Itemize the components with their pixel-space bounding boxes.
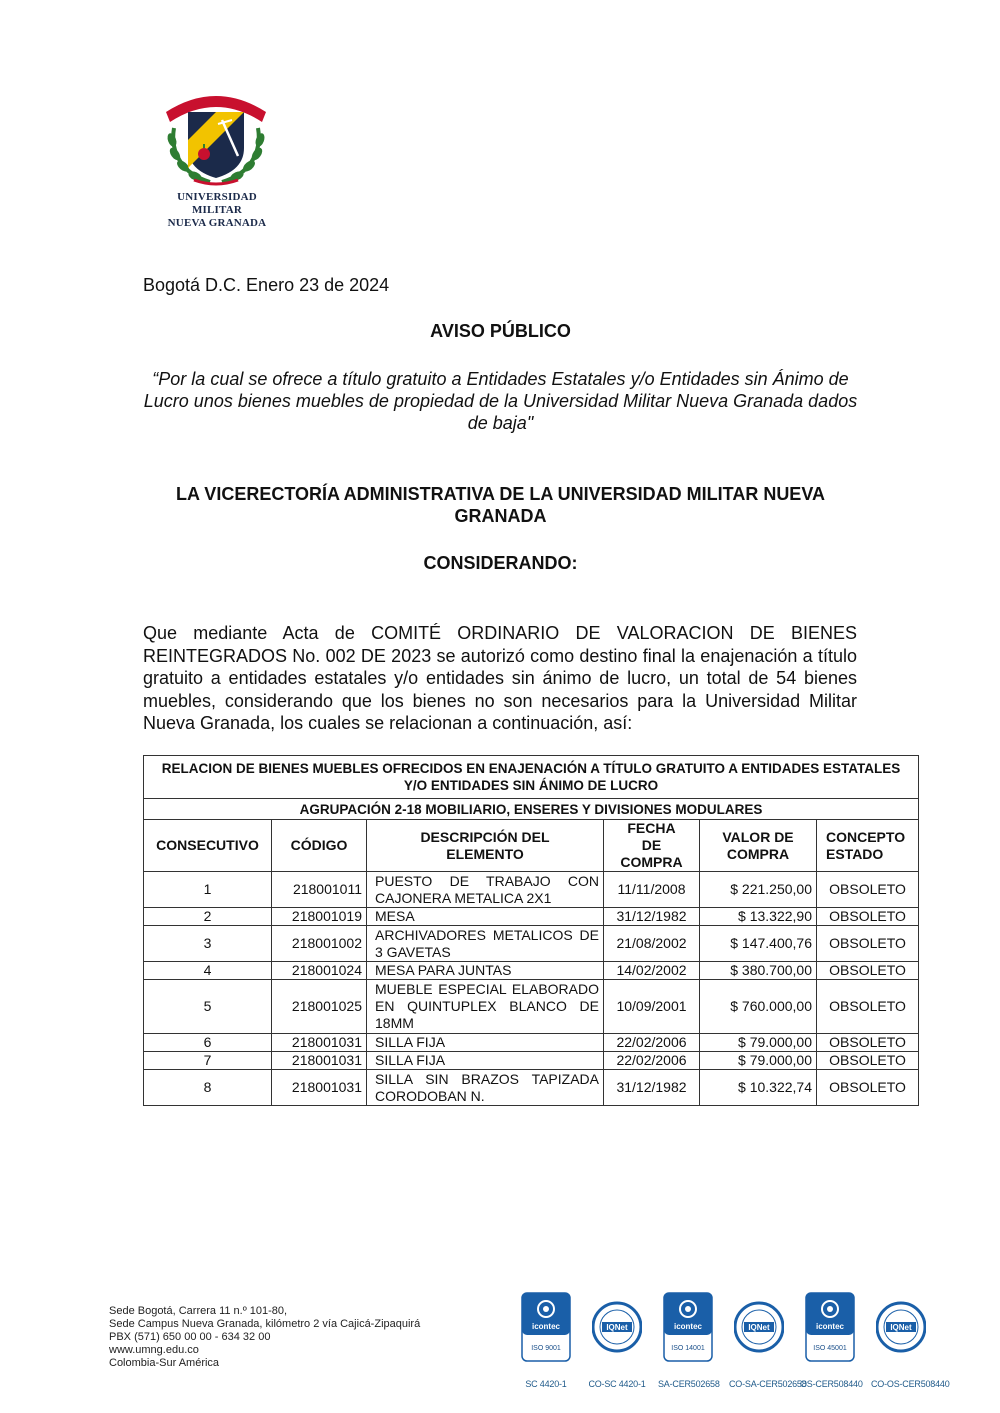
certification-badge	[658, 1292, 720, 1389]
iqnet-badge-icon	[592, 1292, 642, 1362]
icontec-badge-icon	[805, 1292, 855, 1362]
cert-code: OS-CER508440	[800, 1379, 863, 1389]
cell-status: OBSOLETO	[817, 872, 919, 908]
cell-purchase-value: $ 760.000,00	[700, 980, 817, 1034]
cell-description: SILLA FIJA	[367, 1052, 604, 1070]
table-body	[144, 872, 919, 1106]
table-row	[144, 908, 919, 926]
cell-purchase-value: $ 13.322,90	[700, 908, 817, 926]
cell-purchase-value: $ 79.000,00	[700, 1052, 817, 1070]
certification-badge	[516, 1292, 576, 1389]
cell-consecutive: 8	[144, 1070, 272, 1106]
footer-address	[109, 1305, 420, 1370]
iqnet-badge-icon	[734, 1292, 784, 1362]
document-title: AVISO PÚBLICO	[430, 321, 571, 341]
cell-consecutive: 6	[144, 1034, 272, 1052]
cert-code: SA-CER502658	[658, 1379, 720, 1389]
cell-status: OBSOLETO	[817, 926, 919, 962]
university-name-line1: UNIVERSIDAD MILITAR	[177, 191, 257, 216]
table-row	[144, 926, 919, 962]
cell-description: MESA PARA JUNTAS	[367, 962, 604, 980]
cert-code: CO-OS-CER508440	[871, 1379, 950, 1389]
cell-description: PUESTO DE TRABAJO CON CAJONERA METALICA 2X1	[367, 872, 604, 908]
icontec-wordmark: icontec	[673, 1322, 703, 1331]
cell-purchase-value: $ 147.400,76	[700, 926, 817, 962]
header-purchase-date: FECHA DE COMPRA	[604, 820, 700, 872]
certification-badge	[800, 1292, 863, 1389]
iqnet-wordmark: IQNet	[606, 1323, 628, 1332]
certification-badge	[587, 1292, 647, 1389]
cell-status: OBSOLETO	[817, 1070, 919, 1106]
cell-code: 218001019	[272, 908, 367, 926]
icontec-badge-icon	[521, 1292, 571, 1362]
cell-purchase-value: $ 10.322,74	[700, 1070, 817, 1106]
cell-consecutive: 2	[144, 908, 272, 926]
cell-purchase-value: $ 221.250,00	[700, 872, 817, 908]
issuing-office: LA VICERECTORÍA ADMINISTRATIVA DE LA UNIVERSIDAD MILITAR NUEVA GRANADA	[175, 484, 825, 526]
cell-purchase-value: $ 79.000,00	[700, 1034, 817, 1052]
document-date: Bogotá D.C. Enero 23 de 2024	[143, 275, 390, 295]
cell-code: 218001011	[272, 872, 367, 908]
cell-status: OBSOLETO	[817, 980, 919, 1034]
table-row	[144, 1070, 919, 1106]
cell-code: 218001031	[272, 1034, 367, 1052]
table-header-row	[144, 820, 919, 872]
footer-line: Colombia-Sur América	[109, 1357, 220, 1369]
icontec-wordmark: icontec	[531, 1322, 561, 1331]
cell-code: 218001002	[272, 926, 367, 962]
cell-consecutive: 3	[144, 926, 272, 962]
crest-emblem-icon	[160, 82, 272, 192]
header-consecutive: CONSECUTIVO	[144, 820, 272, 872]
cell-purchase-date: 31/12/1982	[604, 1070, 700, 1106]
cert-code: SC 4420-1	[525, 1379, 567, 1389]
cell-consecutive: 1	[144, 872, 272, 908]
cell-status: OBSOLETO	[817, 1034, 919, 1052]
table-row	[144, 962, 919, 980]
assets-table	[143, 755, 919, 1106]
cell-status: OBSOLETO	[817, 1052, 919, 1070]
cert-standard: ISO 14001	[671, 1345, 705, 1352]
header-purchase-value: VALOR DE COMPRA	[700, 820, 817, 872]
table-row	[144, 1034, 919, 1052]
iqnet-wordmark: IQNet	[890, 1323, 912, 1332]
footer-line: Sede Campus Nueva Granada, kilómetro 2 vía Cajicá-Zipaquirá	[109, 1318, 421, 1330]
cell-consecutive: 5	[144, 980, 272, 1034]
cell-description: SILLA FIJA	[367, 1034, 604, 1052]
footer-line: Sede Bogotá, Carrera 11 n.º 101-80,	[109, 1305, 288, 1317]
iqnet-badge-icon	[876, 1292, 926, 1362]
cell-description: ARCHIVADORES METALICOS DE 3 GAVETAS	[367, 926, 604, 962]
document-subtitle: “Por la cual se ofrece a título gratuito a Entidades Estatales y/o Entidades sin Ánimo de Lucro unos bienes muebles de propiedad de la Universidad Militar Nueva Granada dados de baja"	[143, 369, 858, 433]
cell-description: SILLA SIN BRAZOS TAPIZADA CORODOBAN N.	[367, 1070, 604, 1106]
cell-description: MESA	[367, 908, 604, 926]
iqnet-wordmark: IQNet	[748, 1323, 770, 1332]
certification-badges	[516, 1292, 950, 1392]
cert-standard: ISO 45001	[813, 1345, 847, 1352]
cell-consecutive: 7	[144, 1052, 272, 1070]
cert-code: CO-SC 4420-1	[588, 1379, 646, 1389]
cell-description: MUEBLE ESPECIAL ELABORADO EN QUINTUPLEX BLANCO DE 18MM	[367, 980, 604, 1034]
icontec-badge-icon	[663, 1292, 713, 1362]
header-code: CÓDIGO	[272, 820, 367, 872]
university-name	[162, 191, 272, 230]
footer-line: PBX (571) 650 00 00 - 634 32 00	[109, 1331, 271, 1343]
certification-badge	[871, 1292, 950, 1389]
cert-standard: ISO 9001	[531, 1345, 561, 1352]
table-row	[144, 872, 919, 908]
cell-status: OBSOLETO	[817, 908, 919, 926]
header-status: CONCEPTO ESTADO	[817, 820, 919, 872]
cell-purchase-date: 22/02/2006	[604, 1034, 700, 1052]
cell-code: 218001024	[272, 962, 367, 980]
cell-code: 218001031	[272, 1070, 367, 1106]
cell-purchase-date: 22/02/2006	[604, 1052, 700, 1070]
header-description: DESCRIPCIÓN DEL ELEMENTO	[367, 820, 604, 872]
considering-heading: CONSIDERANDO:	[423, 553, 578, 573]
cell-purchase-date: 31/12/1982	[604, 908, 700, 926]
table-group: AGRUPACIÓN 2-18 MOBILIARIO, ENSERES Y DIVISIONES MODULARES	[144, 799, 919, 820]
body-paragraph: Que mediante Acta de COMITÉ ORDINARIO DE VALORACION DE BIENES REINTEGRADOS No. 002 DE 2023 se autorizó como destino final la enajenación a título gratuito a entidades estatales y/o entidades sin ánimo de lucro, un total de 54 bienes muebles, considerando que los bienes no son necesarios para la Universidad Militar Nueva Granada, los cuales se relacionan a continuación, así:	[143, 623, 857, 733]
certification-badge	[729, 1292, 807, 1389]
cell-code: 218001025	[272, 980, 367, 1034]
table-row	[144, 1052, 919, 1070]
cell-purchase-date: 14/02/2002	[604, 962, 700, 980]
icontec-wordmark: icontec	[815, 1322, 845, 1331]
cell-consecutive: 4	[144, 962, 272, 980]
footer-website: www.umng.edu.co	[109, 1344, 199, 1356]
table-row	[144, 980, 919, 1034]
cell-purchase-date: 21/08/2002	[604, 926, 700, 962]
cell-purchase-value: $ 380.700,00	[700, 962, 817, 980]
cell-status: OBSOLETO	[817, 962, 919, 980]
university-name-line2: NUEVA GRANADA	[167, 217, 267, 229]
cell-purchase-date: 11/11/2008	[604, 872, 700, 908]
cert-code: CO-SA-CER502658	[729, 1379, 807, 1389]
table-title: RELACION DE BIENES MUEBLES OFRECIDOS EN ENAJENACIÓN A TÍTULO GRATUITO A ENTIDADES ESTATALES Y/O ENTIDADES SIN ÁNIMO DE LUCRO	[144, 756, 919, 799]
crest-motto: SCIENTIÆ PATRIÆ FAMILIÆ	[167, 90, 265, 97]
cell-code: 218001031	[272, 1052, 367, 1070]
cell-purchase-date: 10/09/2001	[604, 980, 700, 1034]
